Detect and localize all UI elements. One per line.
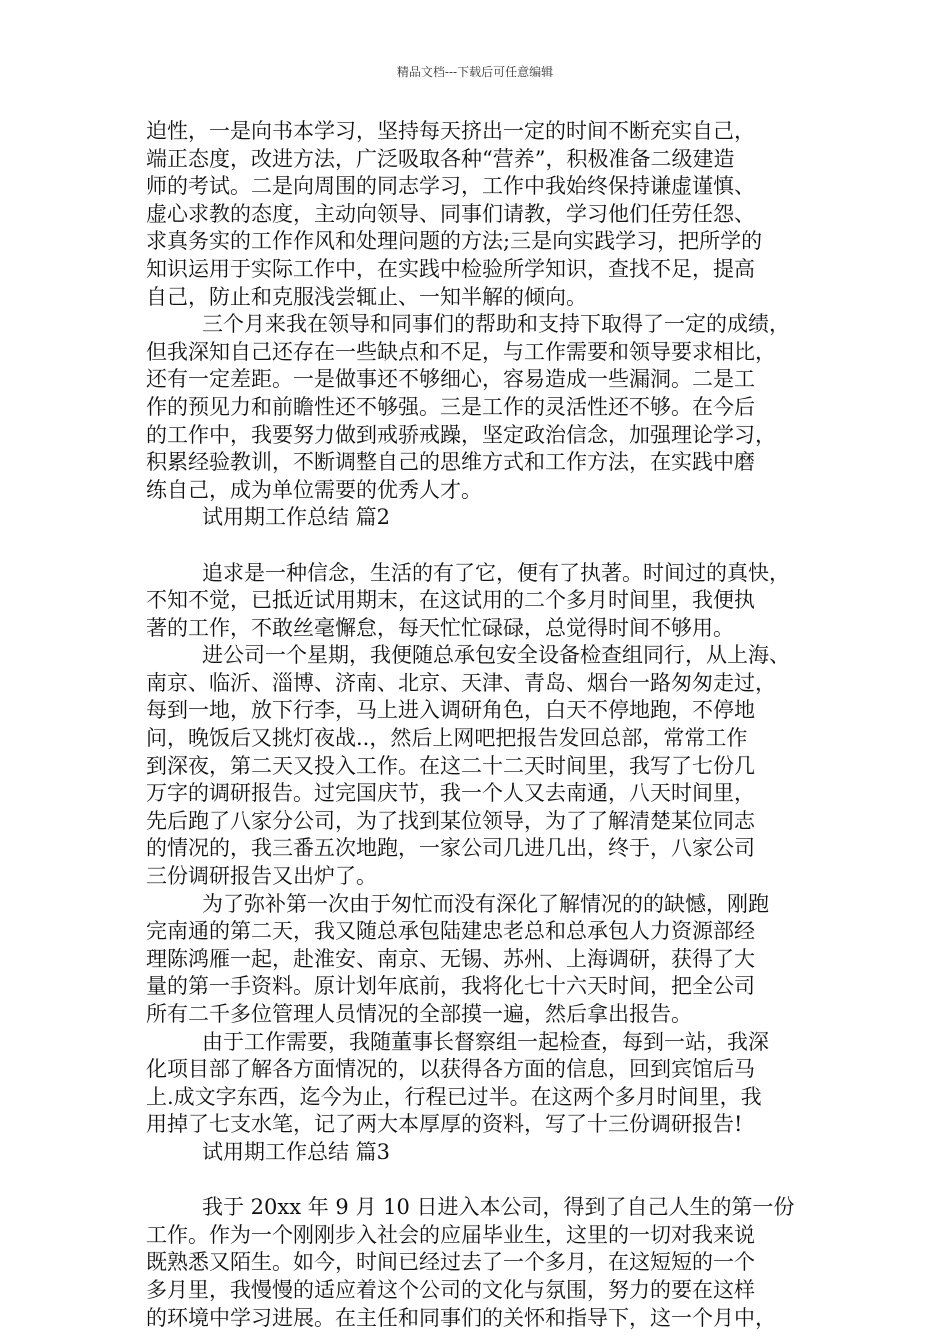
text-line: 但我深知自己还存在一些缺点和不足，与工作需要和领导要求相比，: [146, 339, 776, 364]
text-line: 著的工作，不敢丝毫懈怠，每天忙忙碌碌，总觉得时间不够用。: [146, 615, 734, 640]
document-body: [146, 118, 822, 1332]
text-line: 虚心求教的态度，主动向领导、同事们请教，学习他们任劳任怨、: [146, 201, 755, 226]
text-line: 南京、临沂、淄博、济南、北京、天津、青岛、烟台一路匆匆走过，: [146, 670, 776, 695]
text-line: 积累经验教训，不断调整自己的思维方式和工作方法，在实践中磨: [146, 450, 755, 475]
section-heading: 试用期工作总结 篇2: [202, 505, 391, 530]
text-line: 端正态度，改进方法，广泛吸取各种“营养”，积极准备二级建造: [146, 146, 735, 171]
text-line: 理陈鸿雁一起，赴淮安、南京、无锡、苏州、上海调研，获得了大: [146, 946, 755, 971]
text-line: 问，晚饭后又挑灯夜战..，然后上网吧把报告发回总部，常常工作: [146, 726, 748, 751]
text-line: 迫性，一是向书本学习，坚持每天挤出一定的时间不断充实自己，: [146, 119, 755, 143]
text-line: 为了弥补第一次由于匆忙而没有深化了解情况的的缺憾，刚跑: [202, 891, 769, 916]
text-line: 每到一地，放下行李，马上进入调研角色，白天不停地跑，不停地: [146, 698, 755, 723]
text-line: 完南通的第二天，我又随总承包陆建忠老总和总承包人力资源部经: [146, 919, 755, 944]
text-line: 作的预见力和前瞻性还不够强。三是工作的灵活性还不够。在今后: [146, 394, 755, 419]
text-line: 的环境中学习进展。在主任和同事们的关怀和指导下，这一个月中，: [146, 1305, 776, 1330]
text-line: 万字的调研报告。过完国庆节，我一个人又去南通，八天时间里，: [146, 781, 755, 806]
section-heading: 试用期工作总结 篇3: [202, 1139, 391, 1164]
text-line: 多月里，我慢慢的适应着这个公司的文化与氛围，努力的要在这样: [146, 1277, 755, 1302]
blank-line: [146, 532, 822, 560]
text-line: 所有二千多位管理人员情况的全部摸一遍，然后拿出报告。: [146, 1002, 692, 1026]
text-line: 上.成文字东西，迄今为止，行程已过半。在这两个多月时间里，我: [146, 1084, 762, 1109]
text-line: 既熟悉又陌生。如今，时间已经过去了一个多月，在这短短的一个: [146, 1250, 755, 1275]
text-line: 三份调研报告又出炉了。: [146, 864, 377, 889]
text-line: 化项目部了解各方面情况的，以获得各方面的信息，回到宾馆后马: [146, 1057, 755, 1082]
text-line: 工作。作为一个刚刚步入社会的应届毕业生，这里的一切对我来说: [146, 1222, 755, 1247]
text-line: 自己，防止和克服浅尝辄止、一知半解的倾向。: [146, 284, 587, 309]
text-line: 进公司一个星期，我便随总承包安全设备检查组同行，从上海、: [202, 643, 790, 668]
page-header: 精品文档---下载后可任意编辑: [396, 65, 554, 79]
text-line: 的情况的，我三番五次地跑，一家公司几进几出，终于，八家公司: [146, 836, 755, 861]
text-line: 知识运用于实际工作中，在实践中检验所学知识，查找不足，提高: [146, 256, 755, 281]
text-line: 三个月来我在领导和同事们的帮助和支持下取得了一定的成绩，: [202, 312, 790, 337]
text-line: 由于工作需要，我随董事长督察组一起检查，每到一站，我深: [202, 1029, 769, 1054]
text-line: 的工作中，我要努力做到戒骄戒躁，坚定政治信念，加强理论学习，: [146, 422, 776, 447]
text-line: 师的考试。二是向周围的同志学习，工作中我始终保持谦虚谨慎、: [146, 174, 755, 199]
text-line: 练自己，成为单位需要的优秀人才。: [146, 477, 482, 502]
text-line: 量的第一手资料。原计划年底前，我将化七十六天时间，把全公司: [146, 974, 755, 999]
text-line: 求真务实的工作作风和处理问题的方法;三是向实践学习，把所学的: [146, 229, 763, 254]
text-line: 用掉了七支水笔，记了两大本厚厚的资料，写了十三份调研报告!: [146, 1112, 743, 1137]
text-line: 还有一定差距。一是做事还不够细心，容易造成一些漏洞。二是工: [146, 367, 755, 392]
text-line: 不知不觉，已抵近试用期末，在这试用的二个多月时间里，我便执: [146, 588, 755, 613]
text-line: 到深夜，第二天又投入工作。在这二十二天时间里，我写了七份几: [146, 753, 755, 778]
blank-line: [146, 1167, 822, 1195]
text-line: 追求是一种信念，生活的有了它，便有了执著。时间过的真快，: [202, 560, 790, 585]
text-line: 先后跑了八家分公司，为了找到某位领导，为了了解清楚某位同志: [146, 808, 755, 833]
text-line: 我于 20xx 年 9 月 10 日进入本公司，得到了自己人生的第一份: [202, 1195, 795, 1220]
